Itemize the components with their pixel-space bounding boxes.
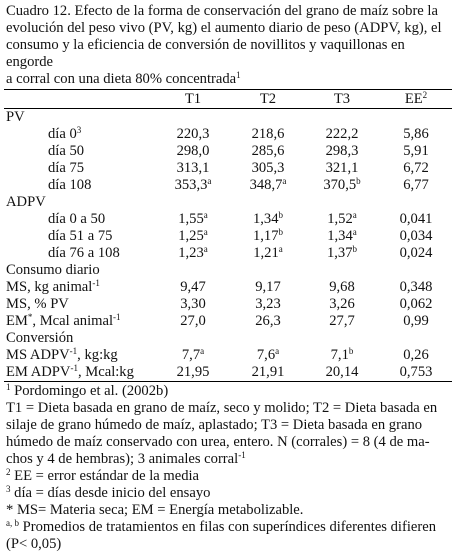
table-row <box>4 364 452 381</box>
footnote: * MS= Materia seca; EM = Energía metabolizable. <box>6 502 304 518</box>
cell-t2: 305,3 <box>251 160 285 176</box>
results-table-body <box>4 109 452 381</box>
footnote: silaje de grano húmedo de maíz, aplastado; T3 = Dieta basada en grano <box>6 417 423 433</box>
table-row <box>4 177 452 194</box>
cell-ee: 0,062 <box>399 296 433 312</box>
cell-t1: 353,3$^a$ <box>174 176 212 193</box>
cell-t2: 1,21$^a$ <box>253 244 283 261</box>
cell-ee: 5,91 <box>403 143 429 159</box>
row-label: MS, % PV <box>6 296 69 312</box>
table-row <box>4 313 452 330</box>
cell-ee: 6,72 <box>403 160 429 176</box>
cell-t2: 21,91 <box>251 364 285 380</box>
footnote: $^{a, b}$ Promedios de tratamientos en filas con superíndices diferentes difieren <box>6 518 437 535</box>
cell-t1: 27,0 <box>180 313 206 329</box>
cell-t2: 218,6 <box>251 126 285 142</box>
table-row <box>4 347 452 364</box>
section-consumo: Consumo diario <box>6 262 100 278</box>
table-row <box>4 228 452 245</box>
footnote: $^3$ día = días desde inicio del ensayo <box>6 484 211 501</box>
cell-t3: 222,2 <box>325 126 359 142</box>
row-label: MS, kg animal$^{-1}$ <box>6 278 100 295</box>
cell-ee: 0,034 <box>399 228 433 244</box>
cell-ee: 0,753 <box>399 364 433 380</box>
cell-t3: 1,52$^a$ <box>327 210 357 227</box>
caption-line <box>6 71 452 88</box>
header-t2: T2 <box>259 90 277 107</box>
cell-ee: 0,024 <box>399 245 433 261</box>
cell-t1: 3,30 <box>180 296 206 312</box>
table-caption <box>6 3 452 88</box>
section-row <box>4 262 452 279</box>
footnote: $^1$ Pordomingo et al. (2002b) <box>6 382 169 399</box>
table-row <box>4 211 452 228</box>
cell-t3: 1,37$^b$ <box>326 244 358 261</box>
table-row <box>4 279 452 296</box>
cell-t3: 7,1$^b$ <box>330 346 354 363</box>
cell-t2: 26,3 <box>255 313 281 329</box>
cell-t1: 1,23$^a$ <box>178 244 208 261</box>
row-label: día $0^3$ <box>48 125 82 142</box>
row-label: EM $ADPV^{-1}$, Mcal:kg <box>6 363 134 380</box>
cell-t2: 9,17 <box>255 279 281 295</box>
cell-ee: 0,348 <box>399 279 433 295</box>
table-footnotes <box>4 383 452 553</box>
table-row <box>4 143 452 160</box>
cell-ee: 5,86 <box>403 126 429 142</box>
table-row <box>4 245 452 262</box>
row-label: día 76 a 108 <box>48 245 120 261</box>
cell-t3: 1,34$^a$ <box>327 227 357 244</box>
section-row <box>4 194 452 211</box>
cell-t3: 27,7 <box>329 313 355 329</box>
caption-line: Cuadro 12. Efecto de la forma de conservación del grano de maíz sobre la <box>6 3 438 19</box>
cell-ee: 0,041 <box>399 211 433 227</box>
section-row <box>4 330 452 347</box>
section-pv: PV <box>6 109 25 125</box>
cell-t2: 1,34$^b$ <box>252 210 284 227</box>
cell-t1: 1,55$^a$ <box>178 210 208 227</box>
row-label: EM*, Mcal animal$^{-1}$ <box>6 312 121 329</box>
footnote: T1 = Dieta basada en grano de maíz, seco y molido; T2 = Dieta basada en <box>6 400 438 416</box>
section-row <box>4 109 452 126</box>
cell-ee: 6,77 <box>403 177 429 193</box>
cell-t3: 321,1 <box>325 160 359 176</box>
cell-t1: 313,1 <box>176 160 210 176</box>
cell-t3: 9,68 <box>329 279 355 295</box>
cell-t1: 298,0 <box>176 143 210 159</box>
table-row <box>4 160 452 177</box>
cell-t1: 220,3 <box>176 126 210 142</box>
row-label: día 108 <box>48 177 92 193</box>
row-label: día 51 a 75 <box>48 228 113 244</box>
header-empty <box>4 90 154 108</box>
cell-t1: 7,7$^a$ <box>181 346 205 363</box>
cell-ee: 0,26 <box>403 347 429 363</box>
header-t1: T1 <box>184 90 202 107</box>
cell-t1: 1,25$^a$ <box>178 227 208 244</box>
section-conversion: Conversión <box>6 330 74 346</box>
cell-t3: 20,14 <box>325 364 359 380</box>
caption-line: consumo y la eficiencia de conversión de novillitos y vaquillonas en engorde <box>6 37 405 70</box>
results-table <box>4 90 452 108</box>
cell-t1: 21,95 <box>176 364 210 380</box>
table-row <box>4 126 452 143</box>
row-label: día 0 a 50 <box>48 211 106 227</box>
caption-line: evolución del peso vivo (PV, kg) el aumento diario de peso (ADPV, kg), el <box>6 20 442 36</box>
footnote: chos y 4 de hembras); 3 animales corral$^{-1}$ <box>6 450 246 467</box>
section-adpv: ADPV <box>6 194 46 210</box>
header-ee: $EE^2$ <box>404 89 428 107</box>
footnote: (P< 0,05) <box>6 536 62 552</box>
cell-t2: 1,17$^b$ <box>252 227 284 244</box>
cell-t2: 3,23 <box>255 296 281 312</box>
footnote: $^2$ EE = error estándar de la media <box>6 467 200 484</box>
footnote: húmedo de maíz conservado con urea, entero. N (corrales) = 8 (4 de ma- <box>6 434 430 450</box>
cell-t2: 7,6$^a$ <box>256 346 280 363</box>
cell-t3: 3,26 <box>329 296 355 312</box>
row-label: día 50 <box>48 143 85 159</box>
cell-t3: 370,5$^b$ <box>323 176 361 193</box>
cell-t1: 9,47 <box>180 279 206 295</box>
footnote-marker: 1 <box>236 70 241 80</box>
row-label: MS $ADPV^{-1}$, kg:kg <box>6 346 118 363</box>
row-label: día 75 <box>48 160 85 176</box>
cell-t2: 285,6 <box>251 143 285 159</box>
table-row <box>4 296 452 313</box>
cell-t3: 298,3 <box>325 143 359 159</box>
cell-t2: 348,7$^a$ <box>249 176 287 193</box>
header-t3: T3 <box>333 90 351 107</box>
header-row <box>4 90 452 108</box>
caption-text: a corral con una dieta 80% concentrada <box>6 71 237 87</box>
cell-ee: 0,99 <box>403 313 429 329</box>
bottom-rule <box>4 381 452 382</box>
